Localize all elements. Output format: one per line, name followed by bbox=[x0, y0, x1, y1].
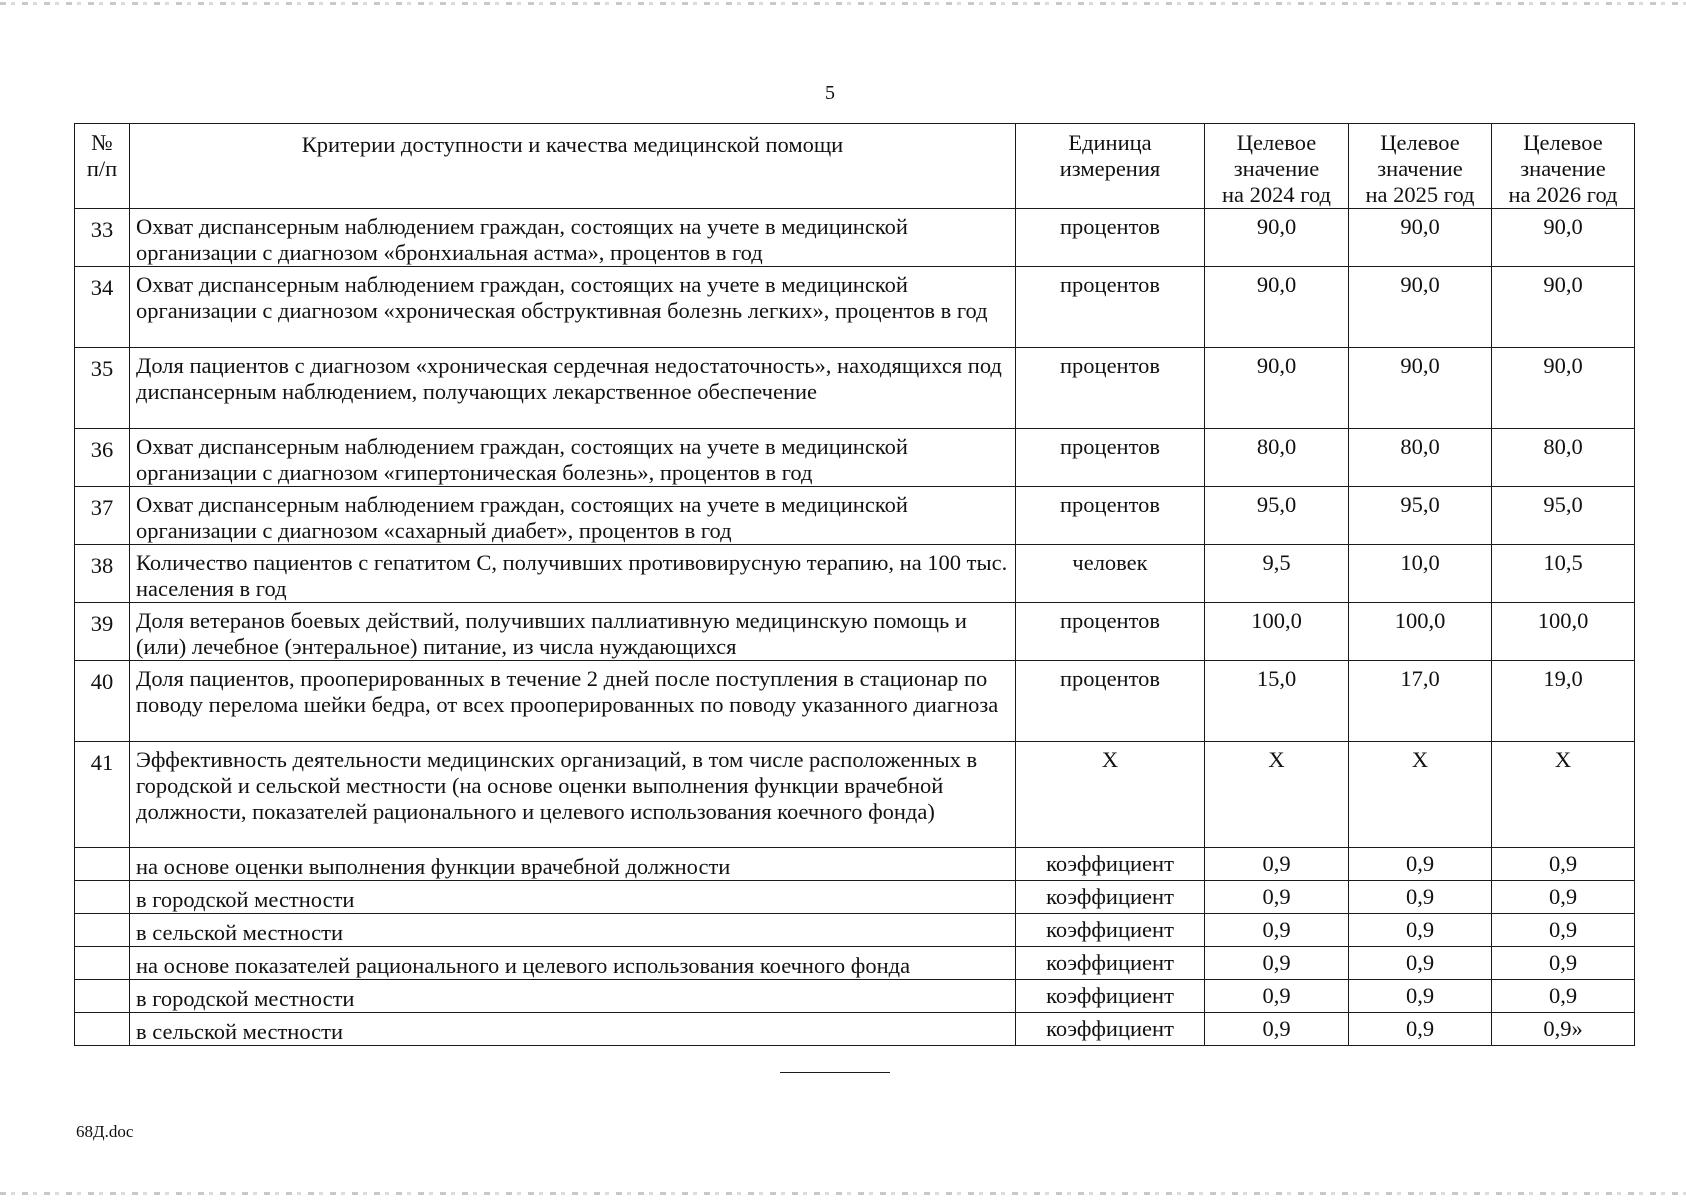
row-unit: человек bbox=[1016, 545, 1205, 603]
subrow-criteria: на основе оценки выполнения функции врачебной должности bbox=[130, 848, 1016, 881]
row-unit: Х bbox=[1016, 742, 1205, 848]
row-criteria: Доля ветеранов боевых действий, получивших паллиативную медицинскую помощь и (или) лечебное (энтеральное) питание, из числа нуждающихся bbox=[130, 603, 1016, 661]
subrow-value-2025: 0,9 bbox=[1349, 947, 1492, 980]
subrow-value-2024: 0,9 bbox=[1205, 848, 1349, 881]
row-number: 33 bbox=[75, 209, 130, 267]
row-unit: процентов bbox=[1016, 661, 1205, 742]
subrow-number-empty bbox=[75, 1013, 130, 1046]
row-unit: процентов bbox=[1016, 603, 1205, 661]
subrow-number-empty bbox=[75, 881, 130, 914]
row-value-2026: 95,0 bbox=[1492, 487, 1635, 545]
table-row bbox=[75, 487, 1635, 545]
row-criteria: Доля пациентов с диагнозом «хроническая сердечная недостаточность», находящихся под диспансерным наблюдением, получающих лекарственное обеспечение bbox=[130, 348, 1016, 429]
subrow-value-2026: 0,9» bbox=[1492, 1013, 1635, 1046]
subrow-unit: коэффициент bbox=[1016, 914, 1205, 947]
row-value-2026: 80,0 bbox=[1492, 429, 1635, 487]
subrow-criteria: на основе показателей рационального и целевого использования коечного фонда bbox=[130, 947, 1016, 980]
row-value-2025: 100,0 bbox=[1349, 603, 1492, 661]
scan-edge-top bbox=[0, 2, 1686, 5]
row-number: 35 bbox=[75, 348, 130, 429]
subrow-unit: коэффициент bbox=[1016, 1013, 1205, 1046]
row-number: 37 bbox=[75, 487, 130, 545]
subrow-unit: коэффициент bbox=[1016, 980, 1205, 1013]
document-file-name: 68Д.doc bbox=[76, 1122, 134, 1141]
table-row bbox=[75, 348, 1635, 429]
table-row bbox=[75, 429, 1635, 487]
table-row bbox=[75, 545, 1635, 603]
row-value-2025: Х bbox=[1349, 742, 1492, 848]
row-number: 34 bbox=[75, 267, 130, 348]
row-number: 36 bbox=[75, 429, 130, 487]
subrow-criteria: в сельской местности bbox=[130, 914, 1016, 947]
subrow-number-empty bbox=[75, 980, 130, 1013]
row-value-2025: 95,0 bbox=[1349, 487, 1492, 545]
subrow-value-2024: 0,9 bbox=[1205, 881, 1349, 914]
row-value-2025: 17,0 bbox=[1349, 661, 1492, 742]
subrow-value-2025: 0,9 bbox=[1349, 848, 1492, 881]
row-number: 40 bbox=[75, 661, 130, 742]
row-value-2026: 100,0 bbox=[1492, 603, 1635, 661]
row-number: 39 bbox=[75, 603, 130, 661]
table-row bbox=[75, 209, 1635, 267]
row-criteria: Доля пациентов, прооперированных в течение 2 дней после поступления в стационар по поводу перелома шейки бедра, от всех прооперированных по поводу указанного диагноза bbox=[130, 661, 1016, 742]
subrow-number-empty bbox=[75, 848, 130, 881]
subrow-value-2026: 0,9 bbox=[1492, 947, 1635, 980]
row-unit: процентов bbox=[1016, 348, 1205, 429]
header-target-2025: Целевое значение на 2025 год bbox=[1349, 124, 1492, 209]
row-unit: процентов bbox=[1016, 487, 1205, 545]
subrow-value-2026: 0,9 bbox=[1492, 881, 1635, 914]
row-value-2025: 90,0 bbox=[1349, 348, 1492, 429]
row-unit: процентов bbox=[1016, 267, 1205, 348]
row-value-2024: 90,0 bbox=[1205, 348, 1349, 429]
table-subrow bbox=[75, 848, 1635, 881]
row-value-2026: 90,0 bbox=[1492, 267, 1635, 348]
table-subrow bbox=[75, 1013, 1635, 1046]
row-unit: процентов bbox=[1016, 429, 1205, 487]
subrow-criteria: в сельской местности bbox=[130, 1013, 1016, 1046]
row-criteria: Охват диспансерным наблюдением граждан, состоящих на учете в медицинской организации с диагнозом «сахарный диабет», процентов в год bbox=[130, 487, 1016, 545]
subrow-number-empty bbox=[75, 947, 130, 980]
subrow-criteria: в городской местности bbox=[130, 980, 1016, 1013]
row-value-2025: 90,0 bbox=[1349, 267, 1492, 348]
subrow-number-empty bbox=[75, 914, 130, 947]
row-criteria: Охват диспансерным наблюдением граждан, состоящих на учете в медицинской организации с диагнозом «хроническая обструктивная болезнь легких», процентов в год bbox=[130, 267, 1016, 348]
subrow-value-2024: 0,9 bbox=[1205, 947, 1349, 980]
subrow-value-2025: 0,9 bbox=[1349, 1013, 1492, 1046]
table-subrow bbox=[75, 881, 1635, 914]
table-row bbox=[75, 742, 1635, 848]
row-value-2026: Х bbox=[1492, 742, 1635, 848]
header-criteria: Критерии доступности и качества медицинской помощи bbox=[130, 124, 1016, 209]
subrow-value-2026: 0,9 bbox=[1492, 848, 1635, 881]
header-num: № п/п bbox=[75, 124, 130, 209]
subrow-value-2024: 0,9 bbox=[1205, 914, 1349, 947]
scan-edge-bottom bbox=[0, 1192, 1686, 1195]
row-value-2024: 80,0 bbox=[1205, 429, 1349, 487]
row-unit: процентов bbox=[1016, 209, 1205, 267]
row-number: 38 bbox=[75, 545, 130, 603]
header-unit: Единица измерения bbox=[1016, 124, 1205, 209]
subrow-value-2026: 0,9 bbox=[1492, 914, 1635, 947]
page-number: 5 bbox=[825, 82, 835, 104]
row-criteria: Эффективность деятельности медицинских организаций, в том числе расположенных в городской и сельской местности (на основе оценки выполнения функции врачебной должности, показателей рационального и целевого использования коечного фонда) bbox=[130, 742, 1016, 848]
row-criteria: Охват диспансерным наблюдением граждан, состоящих на учете в медицинской организации с диагнозом «бронхиальная астма», процентов в год bbox=[130, 209, 1016, 267]
header-target-2024: Целевое значение на 2024 год bbox=[1205, 124, 1349, 209]
row-value-2026: 10,5 bbox=[1492, 545, 1635, 603]
row-value-2025: 10,0 bbox=[1349, 545, 1492, 603]
table-row bbox=[75, 267, 1635, 348]
criteria-table-wrapper bbox=[74, 123, 1635, 1046]
table-header-row bbox=[75, 124, 1635, 209]
table-row bbox=[75, 603, 1635, 661]
table-subrow bbox=[75, 947, 1635, 980]
subrow-value-2024: 0,9 bbox=[1205, 980, 1349, 1013]
row-value-2024: 9,5 bbox=[1205, 545, 1349, 603]
row-number: 41 bbox=[75, 742, 130, 848]
row-value-2026: 19,0 bbox=[1492, 661, 1635, 742]
subrow-criteria: в городской местности bbox=[130, 881, 1016, 914]
table-subrow bbox=[75, 914, 1635, 947]
subrow-value-2024: 0,9 bbox=[1205, 1013, 1349, 1046]
header-target-2026: Целевое значение на 2026 год bbox=[1492, 124, 1635, 209]
row-value-2024: 90,0 bbox=[1205, 209, 1349, 267]
row-value-2026: 90,0 bbox=[1492, 209, 1635, 267]
row-value-2024: 15,0 bbox=[1205, 661, 1349, 742]
row-criteria: Количество пациентов с гепатитом С, получивших противовирусную терапию, на 100 тыс. населения в год bbox=[130, 545, 1016, 603]
subrow-value-2025: 0,9 bbox=[1349, 914, 1492, 947]
table-body bbox=[75, 209, 1635, 1046]
subrow-value-2025: 0,9 bbox=[1349, 881, 1492, 914]
row-value-2024: 90,0 bbox=[1205, 267, 1349, 348]
row-value-2024: 100,0 bbox=[1205, 603, 1349, 661]
row-value-2024: 95,0 bbox=[1205, 487, 1349, 545]
subrow-unit: коэффициент bbox=[1016, 947, 1205, 980]
subrow-unit: коэффициент bbox=[1016, 848, 1205, 881]
row-value-2025: 80,0 bbox=[1349, 429, 1492, 487]
row-value-2026: 90,0 bbox=[1492, 348, 1635, 429]
row-value-2024: Х bbox=[1205, 742, 1349, 848]
criteria-table bbox=[74, 123, 1635, 1046]
table-row bbox=[75, 661, 1635, 742]
row-value-2025: 90,0 bbox=[1349, 209, 1492, 267]
subrow-value-2025: 0,9 bbox=[1349, 980, 1492, 1013]
subrow-unit: коэффициент bbox=[1016, 881, 1205, 914]
subrow-value-2026: 0,9 bbox=[1492, 980, 1635, 1013]
end-of-table-rule bbox=[780, 1072, 890, 1073]
table-subrow bbox=[75, 980, 1635, 1013]
row-criteria: Охват диспансерным наблюдением граждан, состоящих на учете в медицинской организации с диагнозом «гипертоническая болезнь», процентов в год bbox=[130, 429, 1016, 487]
